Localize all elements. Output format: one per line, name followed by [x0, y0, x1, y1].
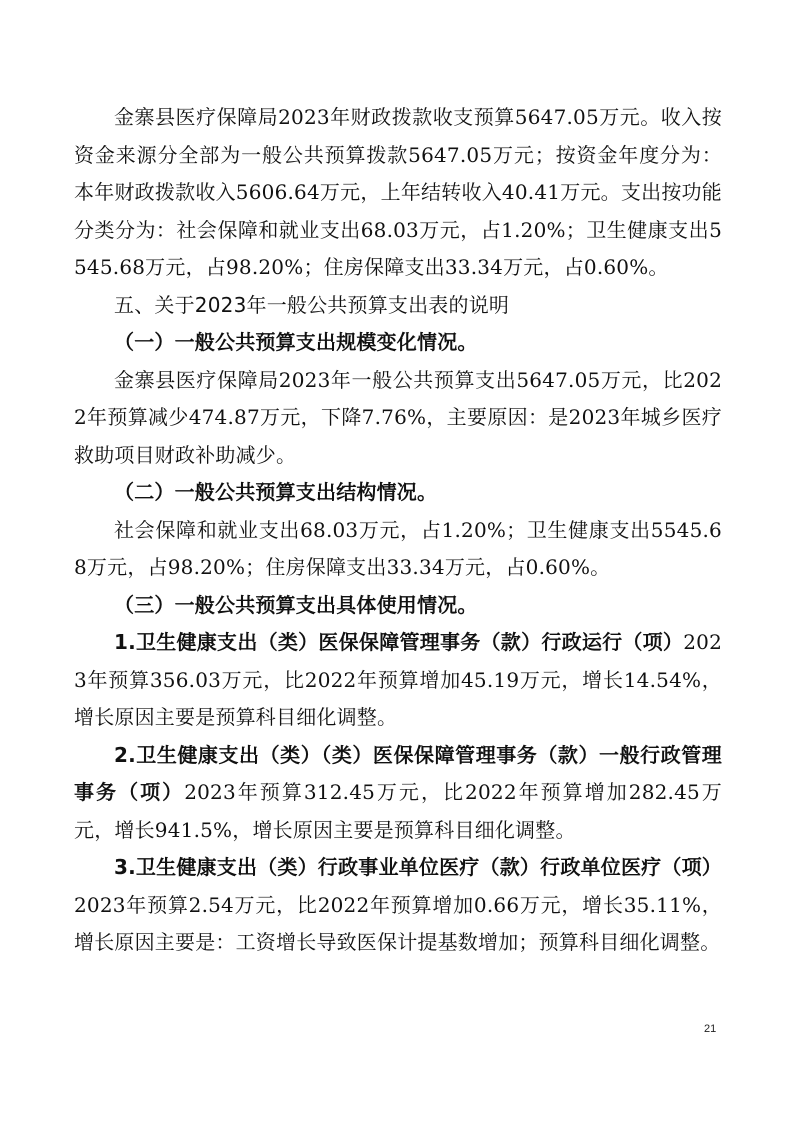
usage-item-1: [74, 624, 722, 737]
usage-item-3-title: 3.卫生健康支出（类）行政事业单位医疗（款）行政单位医疗（项）: [114, 855, 722, 879]
usage-item-1-title: 1.卫生健康支出（类）医保保障管理事务（款）行政运行（项）: [114, 630, 684, 654]
section-five-heading: 五、关于2023年一般公共预算支出表的说明: [114, 292, 510, 317]
page-content: [74, 99, 722, 962]
usage-item-3-text: 2023年预算2.54万元，比2022年预算增加0.66万元，增长35.11%，增长原因主要是：工资增长导致医保计提基数增加；预算科目细化调整。: [74, 892, 722, 954]
budget-summary-paragraph: 金寨县医疗保障局2023年财政拨款收支预算5647.05万元。收入按资金来源分全部为一般公共预算拨款5647.05万元；按资金年度分为：本年财政拨款收入5606.64万元，上年结转收入40.41万元。支出按功能分类分为：社会保障和就业支出68.03万元，占1.20%；卫生健康支出5545.68万元，占98.20%；住房保障支出33.34万元，占0.60%。: [74, 105, 722, 279]
scale-change-paragraph: 金寨县医疗保障局2023年一般公共预算支出5647.05万元，比2022年预算减少474.87万元，下降7.76%，主要原因：是2023年城乡医疗救助项目财政补助减少。: [74, 367, 722, 467]
subsection-one-heading: （一）一般公共预算支出规模变化情况。: [114, 330, 478, 354]
subsection-three-heading: （三）一般公共预算支出具体使用情况。: [114, 592, 478, 617]
usage-item-2: [74, 737, 722, 850]
usage-item-1-text: 2023年预算356.03万元，比2022年预算增加45.19万元，增长14.54%，增长原因主要是预算科目细化调整。: [74, 630, 722, 729]
usage-item-2-title: 2.卫生健康支出（类）（类）医保保障管理事务（款）一般行政管理事务（项）: [74, 742, 722, 804]
usage-item-3: [74, 849, 722, 962]
usage-item-2-text: 2023年预算312.45万元，比2022年预算增加282.45万元，增长941.5%，增长原因主要是预算科目细化调整。: [74, 780, 723, 842]
subsection-two-heading: （二）一般公共预算支出结构情况。: [114, 480, 438, 504]
structure-paragraph: 社会保障和就业支出68.03万元，占1.20%；卫生健康支出5545.68万元，占98.20%；住房保障支出33.34万元，占0.60%。: [74, 517, 722, 579]
page-number: 21: [704, 1023, 717, 1035]
